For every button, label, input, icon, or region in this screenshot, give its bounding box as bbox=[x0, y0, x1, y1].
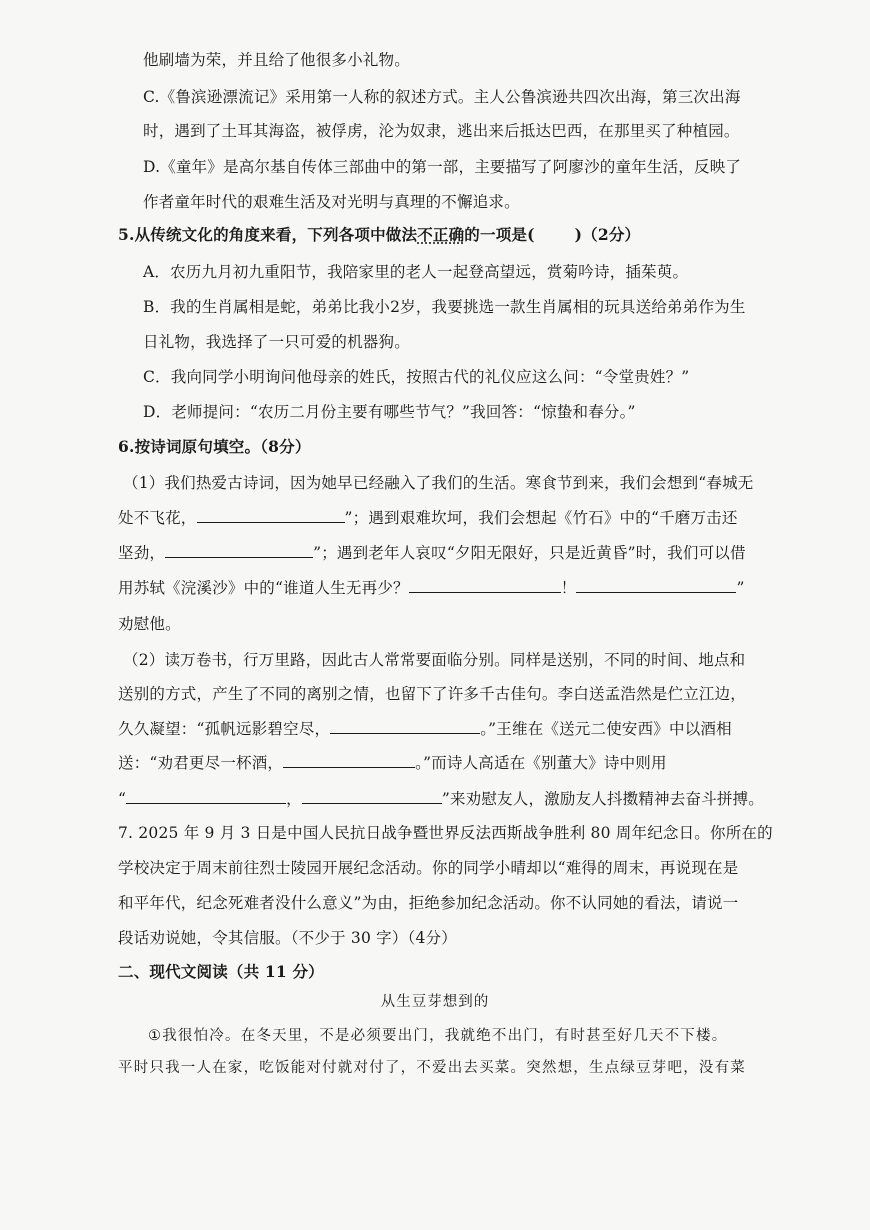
question-7-line3: 和平年代，纪念死难者没什么意义”为由，拒绝参加纪念活动。你不认同她的看法，请说一 bbox=[118, 894, 739, 912]
q4-prev-line: 他刷墙为荣，并且给了他很多小礼物。 bbox=[143, 51, 410, 69]
answer-blank[interactable] bbox=[165, 543, 313, 558]
question-5-stem: 5.从传统文化的角度来看，下列各项中做法不正确的一项是( )（2分） bbox=[118, 225, 641, 244]
q4-option-c-cont: 时，遇到了土耳其海盗，被俘虏，沦为奴隶，逃出来后抵达巴西，在那里买了种植园。 bbox=[143, 122, 740, 140]
q6-part1-line4: 用苏轼《浣溪沙》中的“谁道人生无再少？ ！ ” bbox=[118, 579, 745, 597]
q6-part1-line3: 坚劲， ”；遇到老年人哀叹“夕阳无限好，只是近黄昏”时，我们可以借 bbox=[118, 544, 746, 562]
answer-blank[interactable] bbox=[126, 789, 286, 804]
answer-blank[interactable] bbox=[576, 578, 736, 593]
question-7-line4: 段话劝说她，令其信服。（不少于 30 字）（4分） bbox=[118, 929, 457, 947]
emphasis-text: 不正确 bbox=[417, 225, 465, 244]
essay-para1-line2: 平时只我一人在家，吃饭能对付就对付了，不爱出去买菜。突然想，生点绿豆芽吧，没有菜 bbox=[118, 1060, 746, 1076]
question-7-line2: 学校决定于周末前往烈士陵园开展纪念活动。你的同学小晴却以“难得的周末，再说现在是 bbox=[118, 859, 739, 877]
q6-part1-line1: （1）我们热爱古诗词，因为她早已经融入了我们的生活。寒食节到来，我们会想到“春城无 bbox=[123, 474, 754, 492]
q6-part2-line4: 送：“劝君更尽一杯酒， 。”而诗人高适在《别董大》诗中则用 bbox=[118, 754, 667, 772]
essay-para1-line1: ①我很怕冷。在冬天里，不是必须要出门，我就绝不出门，有时甚至好几天不下楼。 bbox=[148, 1028, 728, 1044]
q6-part1-line5: 劝慰他。 bbox=[118, 615, 181, 633]
q6-part2-line5: “ ， ”来劝慰友人，激励友人抖擞精神去奋斗拼搏。 bbox=[118, 790, 764, 808]
q5-option-d: D．老师提问：“农历二月份主要有哪些节气？”我回答：“惊蛰和春分。” bbox=[143, 403, 636, 421]
question-6-stem: 6.按诗词原句填空。（8分） bbox=[118, 437, 311, 456]
q6-part2-line2: 送别的方式，产生了不同的离别之情，也留下了许多千古佳句。李白送孟浩然是伫立江边， bbox=[118, 685, 747, 703]
q4-option-c: C.《鲁滨逊漂流记》采用第一人称的叙述方式。主人公鲁滨逊共四次出海，第三次出海 bbox=[143, 88, 741, 106]
section-heading: 二、现代文阅读（共 11 分） bbox=[118, 962, 324, 981]
q6-part2-line3: 久久凝望：“孤帆远影碧空尽， 。”王维在《送元二使安西》中以酒相 bbox=[118, 720, 732, 738]
question-7-line1: 7. 2025 年 9 月 3 日是中国人民抗日战争暨世界反法西斯战争胜利 80 周年纪念日。你所在的 bbox=[118, 824, 773, 842]
answer-blank[interactable] bbox=[283, 753, 415, 768]
q5-option-c: C．我向同学小明询问他母亲的姓氏，按照古代的礼仪应这么问：“令堂贵姓？” bbox=[143, 368, 690, 386]
q4-option-d-cont: 作者童年时代的艰难生活及对光明与真理的不懈追求。 bbox=[143, 193, 520, 211]
q5-option-a: A．农历九月初九重阳节，我陪家里的老人一起登高望远，赏菊吟诗，插茱萸。 bbox=[143, 263, 689, 281]
q6-part2-line1: （2）读万卷书，行万里路，因此古人常常要面临分别。同样是送别，不同的时间、地点和 bbox=[123, 651, 746, 669]
q5-option-b: B．我的生肖属相是蛇，弟弟比我小2岁，我要挑选一款生肖属相的玩具送给弟弟作为生 bbox=[143, 298, 746, 316]
q5-option-b-cont: 日礼物，我选择了一只可爱的机器狗。 bbox=[143, 333, 410, 351]
answer-blank[interactable] bbox=[409, 578, 561, 593]
answer-blank[interactable] bbox=[197, 508, 345, 523]
essay-title: 从生豆芽想到的 bbox=[380, 994, 490, 1010]
q6-part1-line2: 处不飞花， ”；遇到艰难坎坷，我们会想起《竹石》中的“千磨万击还 bbox=[118, 509, 738, 527]
answer-blank[interactable] bbox=[330, 719, 480, 734]
answer-blank[interactable] bbox=[302, 789, 442, 804]
q4-option-d: D.《童年》是高尔基自传体三部曲中的第一部，主要描写了阿廖沙的童年生活，反映了 bbox=[143, 158, 742, 176]
